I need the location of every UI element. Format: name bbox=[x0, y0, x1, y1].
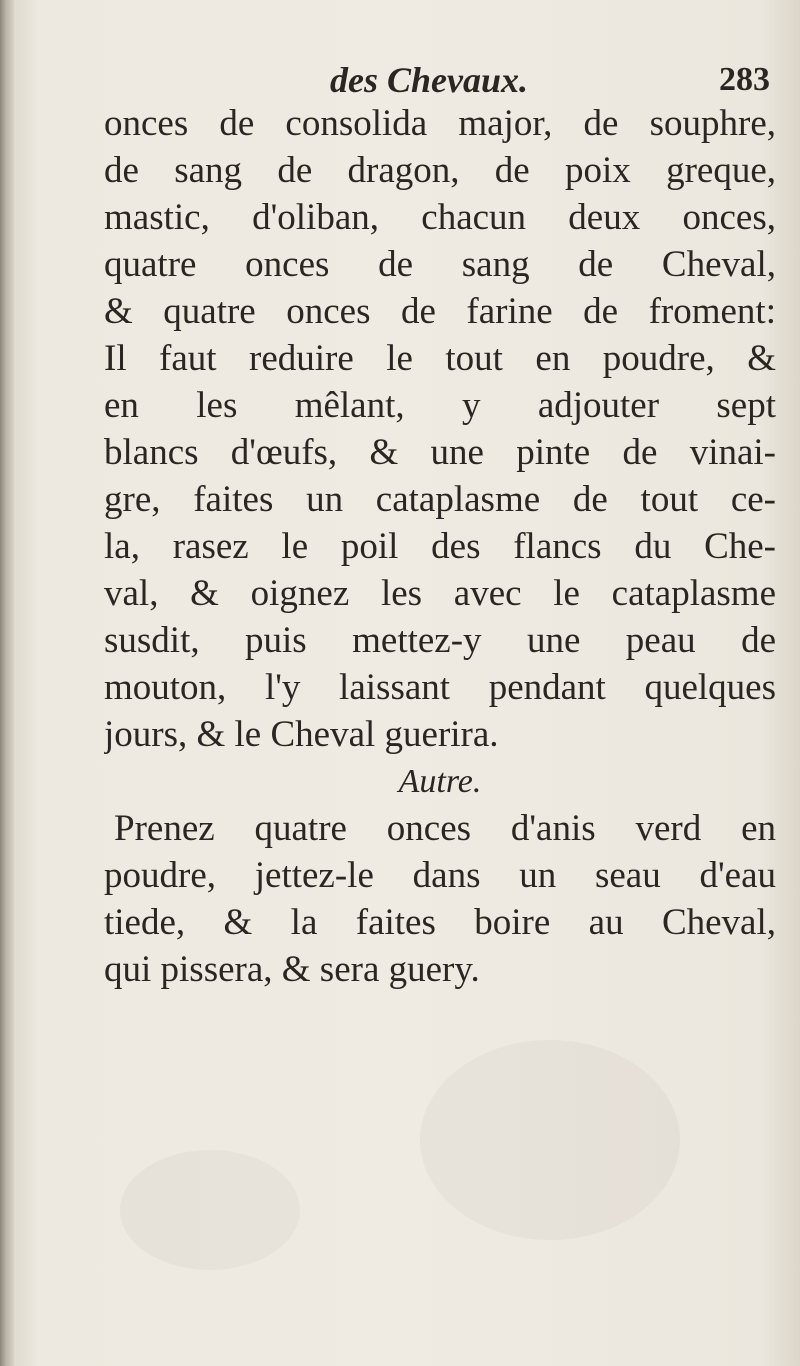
paper-stain bbox=[120, 1150, 300, 1270]
text-line: susdit, puis mettez-y une peau de bbox=[104, 620, 776, 661]
text-line: blancs d'œufs, & une pinte de vinai- bbox=[104, 432, 776, 473]
page-number: 283 bbox=[719, 61, 770, 98]
text-line: Prenez quatre onces d'anis verd en bbox=[114, 808, 776, 849]
text-line: gre, faites un cataplasme de tout ce- bbox=[104, 479, 776, 520]
text-line: Il faut reduire le tout en poudre, & bbox=[104, 338, 776, 379]
text-line: en les mêlant, y adjouter sept bbox=[104, 385, 776, 426]
text-line: quatre onces de sang de Cheval, bbox=[104, 244, 776, 285]
text-line: val, & oignez les avec le cataplasme bbox=[104, 573, 776, 614]
binding-edge bbox=[0, 0, 14, 1366]
body-text bbox=[104, 100, 776, 993]
text-line: de sang de dragon, de poix greque, bbox=[104, 150, 776, 191]
text-line: poudre, jettez-le dans un seau d'eau bbox=[104, 855, 776, 896]
text-line: jours, & le Cheval guerira. bbox=[104, 714, 499, 755]
section-heading: Autre. bbox=[398, 763, 482, 800]
text-line: & quatre onces de farine de froment: bbox=[104, 291, 776, 332]
text-line: mouton, l'y laissant pendant quelques bbox=[104, 667, 776, 708]
running-head-title: des Chevaux. bbox=[330, 60, 528, 100]
text-line: mastic, d'oliban, chacun deux onces, bbox=[104, 197, 776, 238]
text-line: la, rasez le poil des flancs du Che- bbox=[104, 526, 776, 567]
text-line: qui pissera, & sera guery. bbox=[104, 949, 480, 990]
text-line: tiede, & la faites boire au Cheval, bbox=[104, 902, 776, 943]
paper-stain bbox=[420, 1040, 680, 1240]
text-line: onces de consolida major, de souphre, bbox=[104, 103, 776, 144]
